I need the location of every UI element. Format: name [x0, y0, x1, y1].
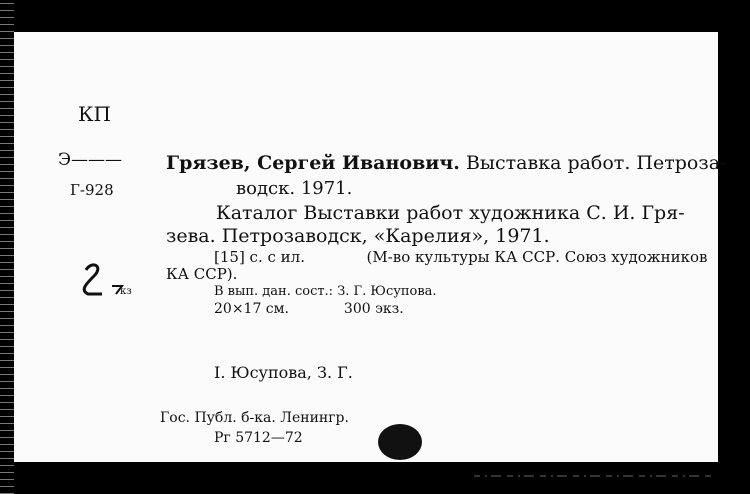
scan-noise [474, 470, 714, 482]
format-line [214, 301, 404, 317]
catalog-line2: зева. Петрозаводск, «Карелия», 1971. [166, 225, 550, 247]
print-run: 300 экз. [343, 301, 404, 317]
shelf-mark: Г-928 [70, 181, 114, 199]
format: 20×17 см. [214, 301, 289, 317]
pages: [15] с. с ил. [214, 248, 305, 266]
author-name: Грязев, Сергей Иванович. [166, 152, 460, 174]
classification-line: Э——— [58, 150, 123, 170]
card-number: Рг 5712—72 [214, 430, 303, 446]
title-line2: водск. 1971. [236, 178, 353, 199]
publisher-note-cont: КА ССР). [166, 265, 238, 283]
author-title-line [166, 152, 726, 174]
added-entry: I. Юсупова, З. Г. [214, 363, 353, 382]
library: Гос. Публ. б-ка. Ленингр. [160, 410, 349, 426]
svg-text:кз: кз [120, 286, 132, 297]
handwritten-mark [78, 260, 148, 310]
ink-stamp [378, 424, 422, 460]
catalog-line1: Каталог Выставки работ художника С. И. Гря- [216, 202, 685, 224]
compiler: В вып. дан. сост.: З. Г. Юсупова. [214, 284, 437, 299]
classification-code: КП [78, 102, 111, 126]
publisher-note: (М-во культуры КА ССР. Союз художников [366, 248, 708, 266]
scan-edge [0, 0, 14, 494]
physical-description [214, 248, 707, 266]
title-line1: Выставка работ. Петроза- [465, 152, 727, 174]
catalog-card [14, 32, 727, 462]
